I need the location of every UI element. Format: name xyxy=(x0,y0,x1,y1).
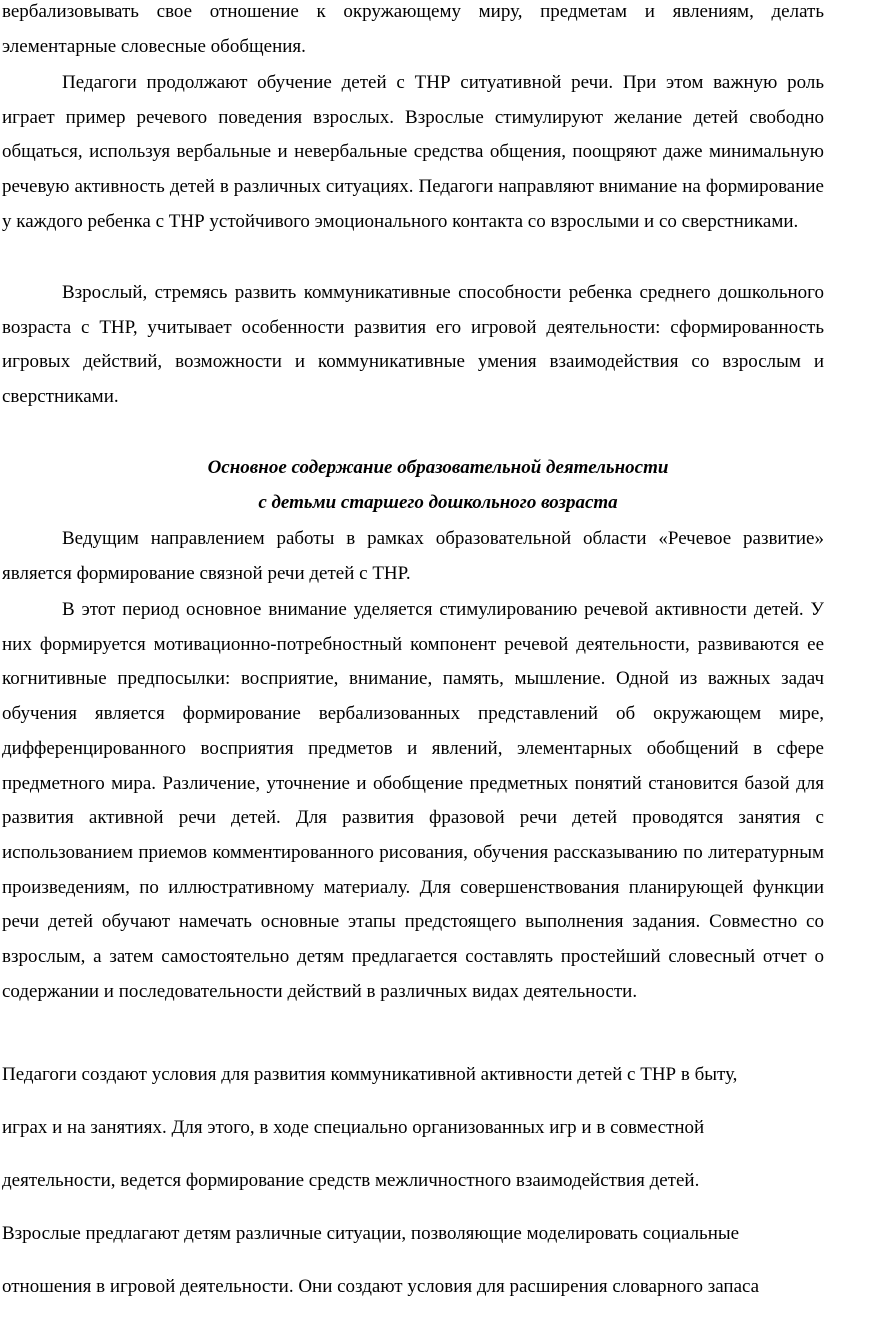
text-line: играх и на занятиях. Для этого, в ходе специально организованных игр и в совместной xyxy=(2,1116,705,1138)
paragraph-communicative-abilities: Взрослый, стремясь развить коммуникативные способности ребенка среднего дошкольного возраста с ТНР, учитывает особенности развития его игровой деятельности: сформированность игровых действий, возможности и коммуникативные умения взаимодействия со взрослым и сверстниками. xyxy=(2,282,824,408)
paragraph-continuation: вербализовывать свое отношение к окружающему миру, предметам и явлениям, делать элементарные словесные обобщения. xyxy=(2,1,824,57)
text-line: Педагоги создают условия для развития коммуникативной активности детей с ТНР в быту, xyxy=(2,1063,738,1085)
paragraph-situational-speech: Педагоги продолжают обучение детей с ТНР ситуативной речи. При этом важную роль играет пример речевого поведения взрослых. Взрослые стимулируют желание детей свободно общаться, используя вербальные и невербальные средства общения, поощряют даже минимальную речевую активность детей в различных ситуациях. Педагоги направляют внимание на формирование у каждого ребенка с ТНР устойчивого эмоционального контакта со взрослыми и со сверстниками. xyxy=(2,72,824,232)
paragraph-communicative-activity xyxy=(2,1035,832,1328)
section-heading-line-2: с детьми старшего дошкольного возраста xyxy=(258,492,618,513)
paragraph-speech-activity: В этот период основное внимание уделяется стимулированию речевой активности детей. У них формируется мотивационно-потребностный компонент речевой деятельности, развиваются ее когнитивные предпосылки: восприятие, внимание, память, мышление. Одной из важных задач обучения является формирование вербализованных представлений об окружающем мире, дифференцированного восприятия предметов и явлений, элементарных обобщений в сфере предметного мира. Различение, уточнение и обобщение предметных понятий становится базой для развития активной речи детей. Для развития фразовой речи детей проводятся занятия с использованием приемов комментированного рисования, обучения рассказыванию по литературным произведениям, по иллюстративному материалу. Для совершенствования планирующей функции речи детей обучают намечать основные этапы предстоящего выполнения задания. Совместно со взрослым, а затем самостоятельно детям предлагается составлять простейший словесный отчет о содержании и последовательности действий в различных видах деятельности. xyxy=(2,599,824,1002)
text-line: деятельности, ведется формирование средств межличностного взаимодействия детей. xyxy=(2,1169,700,1191)
paragraph-leading-direction: Ведущим направлением работы в рамках образовательной области «Речевое развитие» является формирование связной речи детей с ТНР. xyxy=(2,528,824,584)
text-line: Взрослые предлагают детям различные ситуации, позволяющие моделировать социальные xyxy=(2,1223,740,1245)
section-heading-line-1: Основное содержание образовательной деятельности xyxy=(207,457,669,478)
text-line: отношения в игровой деятельности. Они создают условия для расширения словарного запаса xyxy=(2,1276,760,1298)
